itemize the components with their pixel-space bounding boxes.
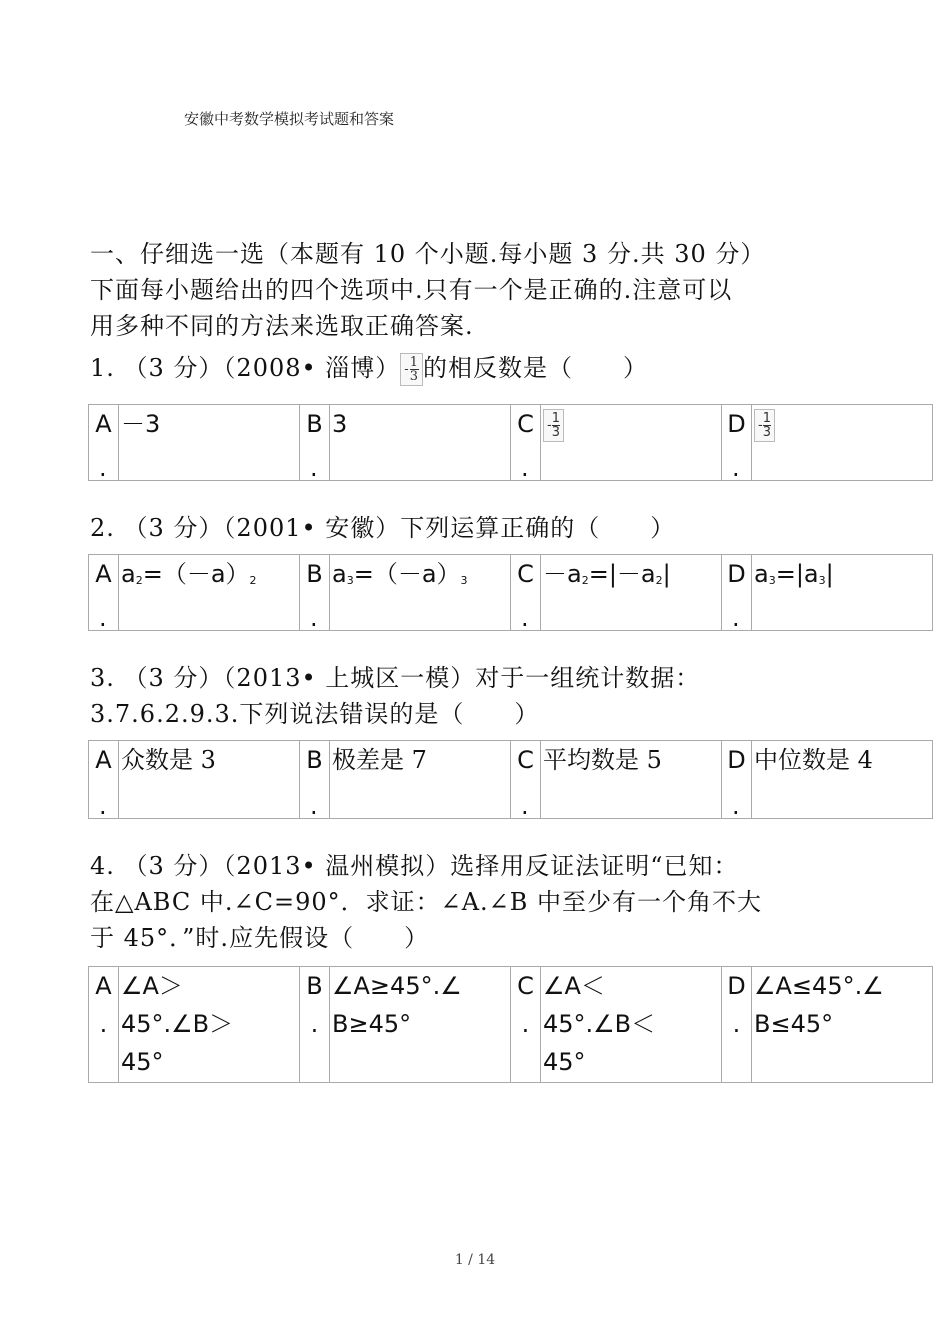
option-c[interactable]: $-a^2=|-a^2|$ [541,555,722,631]
fraction-image: - $\frac{1}{3}$ [543,409,564,442]
option-label: D . [722,555,752,631]
option-label: A . [89,741,119,819]
option-label: B . [300,555,330,631]
option-d[interactable]: $a^3=|a^3|$ [752,555,933,631]
section-heading [90,236,870,344]
document-title: 安徽中考数学模拟考试题和答案 [184,110,395,128]
option-label: C . [511,555,541,631]
option-b[interactable]: 3 [330,405,511,481]
option-label: C . [511,741,541,819]
question-2-options [88,554,933,631]
fraction-image: - $\frac{1}{3}$ [754,409,775,442]
option-label: B . [300,405,330,481]
option-a[interactable]: ∠A＞ 45°.∠B＞ 45° [119,967,300,1083]
option-label: B . [300,967,330,1083]
option-b[interactable]: 极差是 7 [330,741,511,819]
option-b[interactable]: ∠A≥45°.∠ B≥45° [330,967,511,1083]
option-label: A . [89,555,119,631]
option-a[interactable]: －3 [119,405,300,481]
question-3-stem: 3. （3 分）（2013• 上城区一模）对于一组统计数据： 3.7.6.2.9.3.下列说法错误的是（ ） [90,664,701,728]
option-label: D . [722,741,752,819]
page-number: 1 / 14 [454,1252,496,1268]
option-label: A . [89,967,119,1083]
option-d[interactable] [752,405,933,481]
question-4-stem: 4. （3 分）（2013• 温州模拟）选择用反证法证明“已知： 在△ABC 中.∠C=90°．求证：∠A.∠B 中至少有一个角不大 于 45°．”时.应先假设（ ） [90,852,763,952]
section-instruction-1: 下面每小题给出的四个选项中.只有一个是正确的.注意可以 [90,276,733,304]
option-a[interactable]: 众数是 3 [119,741,300,819]
option-c[interactable]: ∠A＜ 45°.∠B＜ 45° [541,967,722,1083]
option-c[interactable] [541,405,722,481]
option-d[interactable]: ∠A≤45°.∠ B≤45° [752,967,933,1083]
option-label: B . [300,741,330,819]
option-a[interactable]: $a^2=(-a)^2$ [119,555,300,631]
option-c[interactable]: 平均数是 5 [541,741,722,819]
option-b[interactable]: $a^3=(-a)^3$ [330,555,511,631]
question-4-options [88,966,933,1083]
option-label: C . [511,405,541,481]
option-label: D . [722,405,752,481]
section-title: 一、仔细选一选（本题有 10 个小题.每小题 3 分.共 30 分） [90,240,766,268]
question-3-options [88,740,933,819]
option-label: C . [511,967,541,1083]
section-instruction-2: 用多种不同的方法来选取正确答案. [90,312,474,340]
option-d[interactable]: 中位数是 4 [752,741,933,819]
question-1-options [88,404,933,481]
option-label: A . [89,405,119,481]
fraction-image: - $\frac{1}{3}$ [400,353,423,386]
question-1-stem: 1. （3 分）（2008• 淄博） - $\frac{1}{3}$ 的相反数是（ ） [90,354,648,384]
question-2-stem: 2. （3 分）（2001• 安徽）下列运算正确的（ ） [90,514,676,542]
option-label: D . [722,967,752,1083]
